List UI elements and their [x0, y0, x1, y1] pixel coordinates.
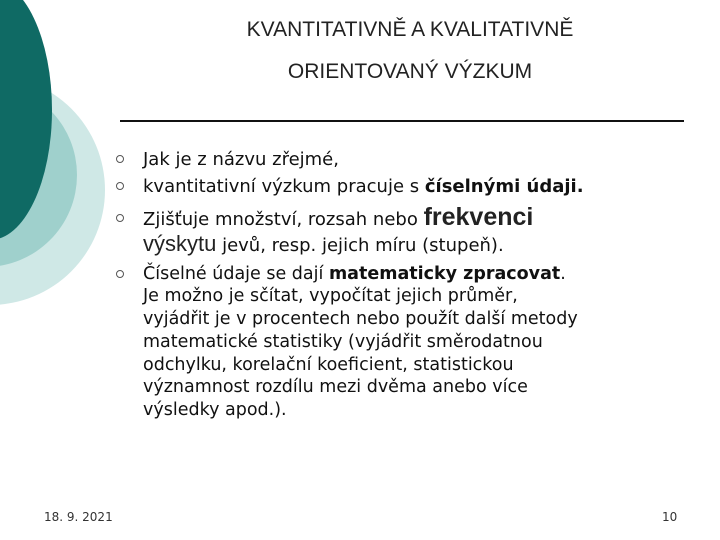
bullet-3-line2 — [143, 230, 504, 260]
bullet-icon — [116, 182, 124, 190]
bullet-3-rest: jevů, resp. jejich míru (stupeň). — [216, 235, 504, 256]
bullet-2-bold: číselnými údaji. — [424, 176, 584, 197]
title-divider — [120, 120, 684, 122]
slide-title-line2: ORIENTOVANÝ VÝZKUM — [287, 60, 533, 83]
bullet-4-post: . — [560, 264, 566, 284]
slide-title-line1: KVANTITATIVNĚ A KVALITATIVNĚ — [246, 18, 574, 41]
bullet-icon — [116, 214, 124, 222]
bullet-3-big2: výskytu — [143, 231, 217, 256]
bullet-4-line1 — [143, 263, 566, 286]
bullet-4-line6: významnost rozdílu mezi dvěma anebo více — [143, 377, 528, 397]
bullet-3-big: frekvenci — [423, 203, 534, 231]
footer-date: 18. 9. 2021 — [44, 510, 113, 524]
bullet-4-line2: Je možno je sčítat, vypočítat jejich průměr, — [143, 286, 518, 306]
bullet-2-pre: kvantitativní výzkum pracuje s — [143, 176, 425, 197]
bullet-4-line4: matematické statistiky (vyjádřit směrodatnou — [143, 332, 543, 352]
bullet-1-text: Jak je z názvu zřejmé, — [143, 149, 339, 170]
bullet-4-line3: vyjádřit je v procentech nebo použít další metody — [143, 309, 578, 329]
bullet-icon — [116, 155, 124, 163]
bullet-4-line7: výsledky apod.). — [143, 400, 287, 420]
page-number: 10 — [662, 510, 678, 524]
bullet-icon — [116, 270, 124, 278]
bullet-4-bold: matematicky zpracovat — [328, 264, 561, 284]
bullet-2-text — [143, 176, 584, 198]
bullet-3-pre: Zjišťuje množství, rozsah nebo — [143, 209, 424, 230]
bullet-4-line5: odchylku, korelační koeficient, statistickou — [143, 355, 514, 375]
bullet-4-pre: Číselné údaje se dají — [143, 264, 329, 284]
